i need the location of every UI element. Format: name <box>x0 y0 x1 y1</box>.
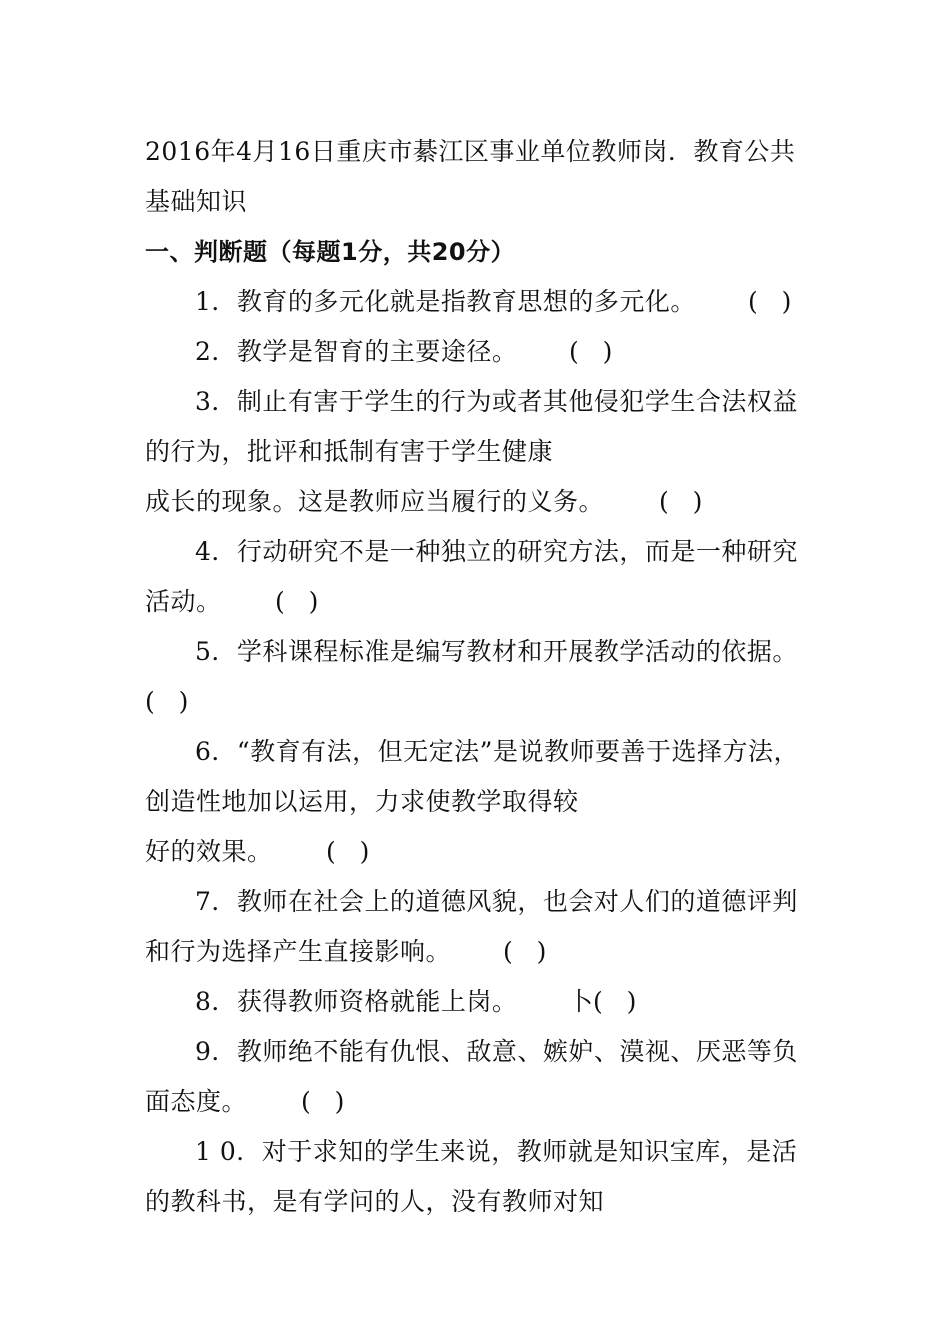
question-5-blank: ( ) <box>145 687 189 716</box>
question-5-line-1: 5．学科课程标准是编写教材和开展教学活动的依据。 <box>195 637 798 666</box>
question-2-text: 2．教学是智育的主要途径。 <box>195 337 518 366</box>
question-4-line-1: 4．行动研究不是一种独立的研究方法，而是一种研究 <box>195 537 798 566</box>
question-1-text: 1．教育的多元化就是指教育思想的多元化。 <box>195 287 696 316</box>
question-10-line-1: 1 0．对于求知的学生来说，教师就是知识宝库，是活 <box>195 1137 798 1166</box>
question-4-line-2: 活动。 <box>145 587 222 616</box>
title-line-1: 2016年4月16日重庆市綦江区事业单位教师岗．教育公共 <box>145 137 796 166</box>
question-6-blank: ( ) <box>326 837 370 866</box>
question-3-line-1: 3．制止有害于学生的行为或者其他侵犯学生合法权益 <box>195 387 798 416</box>
question-3-line-3: 成长的现象。这是教师应当履行的义务。 <box>145 487 605 516</box>
question-4-blank: ( ) <box>275 587 319 616</box>
section-heading: 一、判断题（每题1分，共20分） <box>145 238 516 266</box>
question-6-line-2: 创造性地加以运用，力求使教学取得较 <box>145 787 579 816</box>
question-7-blank: ( ) <box>503 937 547 966</box>
question-7-line-2: 和行为选择产生直接影响。 <box>145 937 452 966</box>
question-3-blank: ( ) <box>659 487 703 516</box>
title-line-2: 基础知识 <box>145 187 248 216</box>
question-7-line-1: 7．教师在社会上的道德风貌，也会对人们的道德评判 <box>195 887 798 916</box>
question-6-line-1: 6．“教育有法，但无定法”是说教师要善于选择方法， <box>195 737 799 766</box>
question-3-line-2: 的行为，批评和抵制有害于学生健康 <box>145 437 554 466</box>
question-10-line-2: 的教科书，是有学问的人，没有教师对知 <box>145 1187 605 1216</box>
question-9-line-2: 面态度。 <box>145 1087 248 1116</box>
question-8-blank: 卜( ) <box>568 987 637 1016</box>
question-2-blank: ( ) <box>569 337 613 366</box>
question-9-line-1: 9．教师绝不能有仇恨、敌意、嫉妒、漠视、厌恶等负 <box>195 1037 798 1066</box>
question-8-text: 8．获得教师资格就能上岗。 <box>195 987 518 1016</box>
question-6-line-3: 好的效果。 <box>145 837 273 866</box>
question-9-blank: ( ) <box>301 1087 345 1116</box>
question-1-blank: ( ) <box>748 287 792 316</box>
